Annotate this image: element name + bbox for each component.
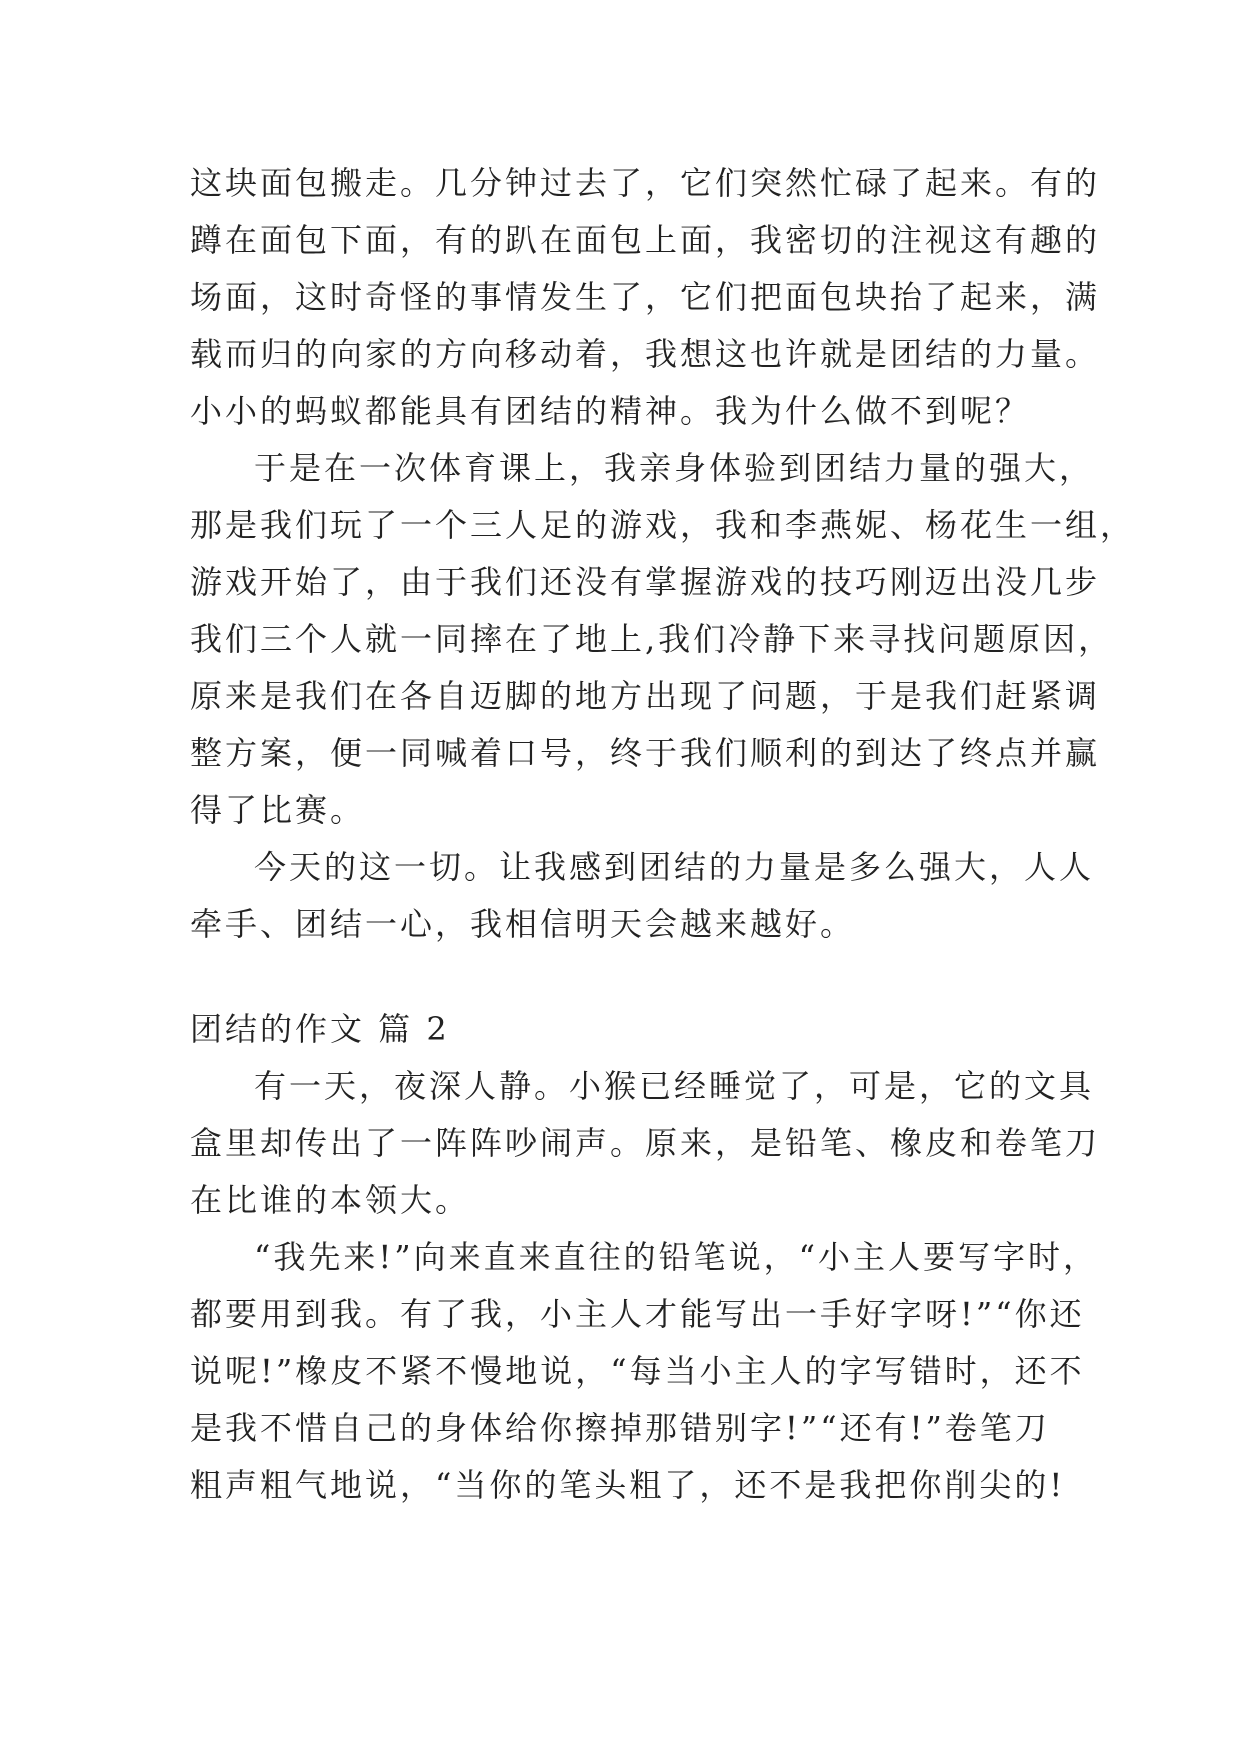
text-line: 场面，这时奇怪的事情发生了，它们把面包块抬了起来，满	[190, 278, 1101, 316]
text-line: 牵手、团结一心，我相信明天会越来越好。	[190, 905, 856, 943]
section-heading: 团结的作文 篇 2	[190, 1010, 450, 1048]
text-line: 粗声粗气地说，“当你的笔头粗了，还不是我把你削尖的!	[190, 1466, 1066, 1504]
text-line: 有一天，夜深人静。小猴已经睡觉了，可是，它的文具	[254, 1067, 1095, 1105]
paragraph	[190, 1058, 1101, 1229]
text-line: 蹲在面包下面，有的趴在面包上面，我密切的注视这有趣的	[190, 221, 1101, 259]
paragraph	[190, 440, 1136, 839]
text-line: 盒里却传出了一阵阵吵闹声。原来，是铅笔、橡皮和卷笔刀	[190, 1124, 1101, 1162]
text-line: 小小的蚂蚁都能具有团结的精神。我为什么做不到呢？	[190, 392, 1031, 430]
text-line: 都要用到我。有了我，小主人才能写出一手好字呀!”“你还	[190, 1295, 1085, 1333]
paragraph	[190, 1229, 1098, 1514]
text-line: 这块面包搬走。几分钟过去了，它们突然忙碌了起来。有的	[190, 164, 1101, 202]
text-line: 整方案，便一同喊着口号，终于我们顺利的到达了终点并赢	[190, 734, 1101, 772]
text-line: “我先来!”向来直来直往的铅笔说，“小主人要写字时，	[254, 1238, 1098, 1276]
text-line: 说呢!”橡皮不紧不慢地说，“每当小主人的字写错时，还不	[190, 1352, 1085, 1390]
text-line: 载而归的向家的方向移动着，我想这也许就是团结的力量。	[190, 335, 1101, 373]
text-line: 在比谁的本领大。	[190, 1181, 471, 1219]
text-line: 今天的这一切。让我感到团结的力量是多么强大，人人	[254, 848, 1095, 886]
paragraph	[190, 839, 1095, 953]
text-line: 那是我们玩了一个三人足的游戏，我和李燕妮、杨花生一组，	[190, 506, 1136, 544]
text-line: 得了比赛。	[190, 791, 366, 829]
document-body	[190, 155, 1136, 1514]
paragraph	[190, 155, 1101, 440]
text-line: 是我不惜自己的身体给你擦掉那错别字!”“还有!”卷笔刀	[190, 1409, 1050, 1447]
text-line: 我们三个人就一同摔在了地上,我们冷静下来寻找问题原因，	[190, 620, 1114, 658]
text-line: 游戏开始了，由于我们还没有掌握游戏的技巧刚迈出没几步	[190, 563, 1101, 601]
text-line: 于是在一次体育课上，我亲身体验到团结力量的强大，	[254, 449, 1095, 487]
text-line: 原来是我们在各自迈脚的地方出现了问题，于是我们赶紧调	[190, 677, 1101, 715]
